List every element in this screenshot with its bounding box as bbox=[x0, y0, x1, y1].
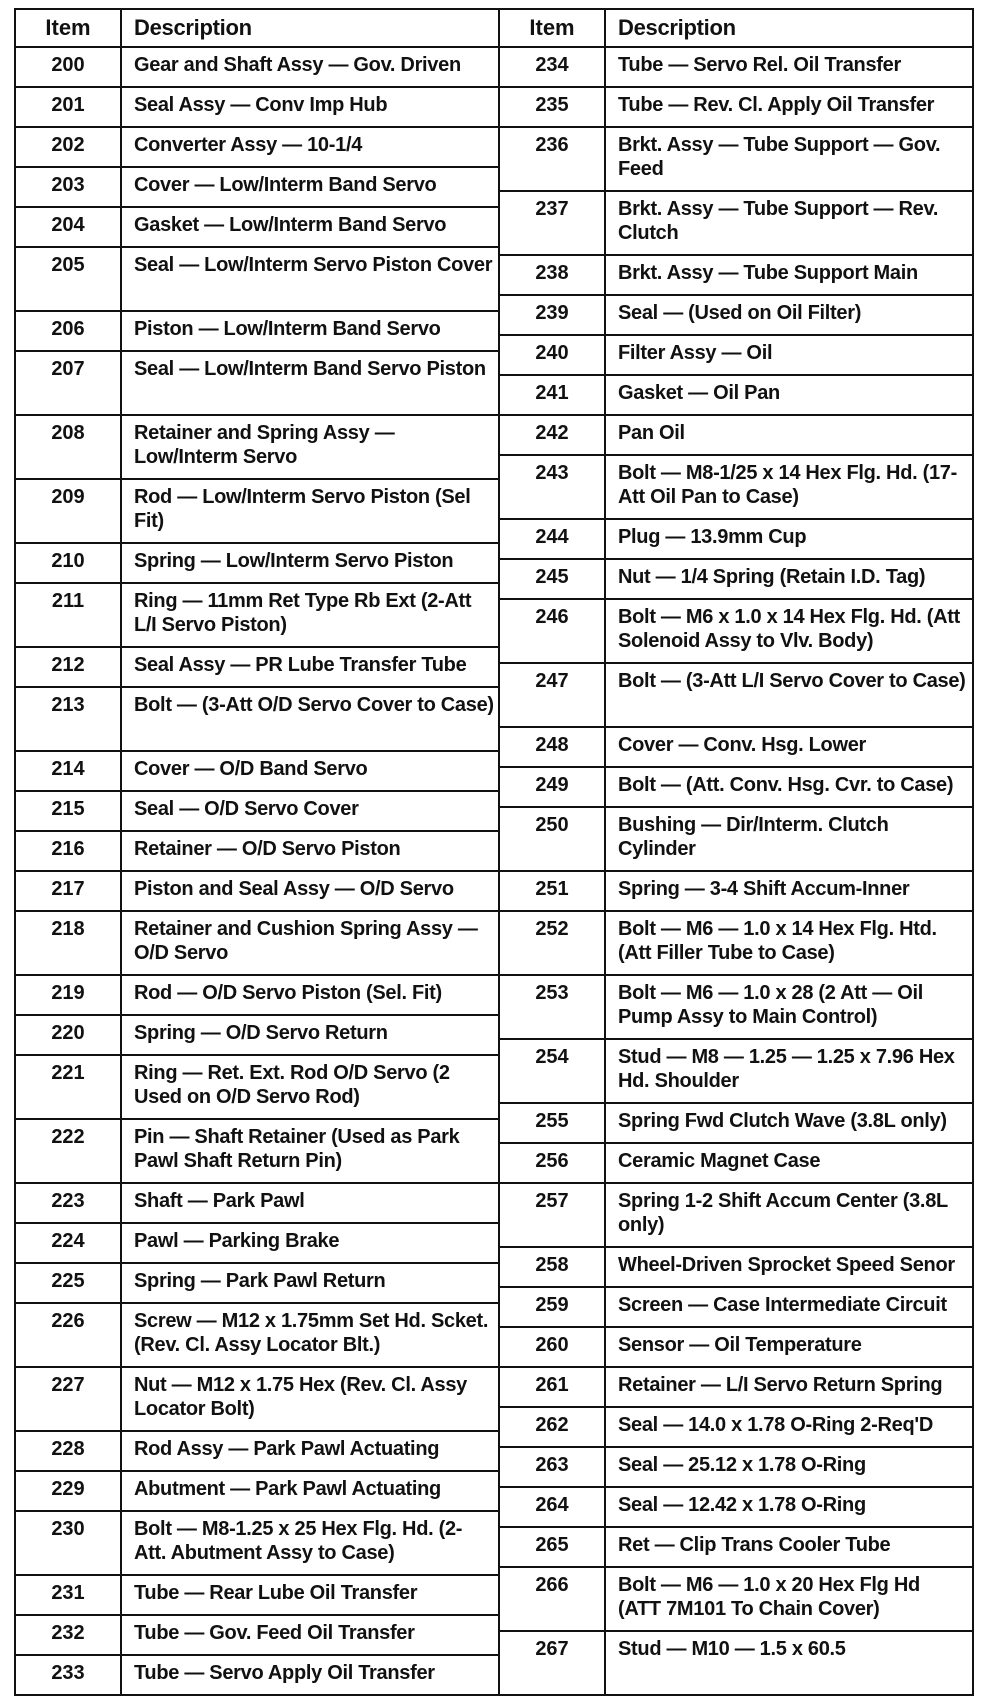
item-number: 233 bbox=[16, 1656, 122, 1694]
item-description: Spring 1-2 Shift Accum Center (3.8L only) bbox=[618, 1190, 948, 1236]
item-description: Pan Oil bbox=[618, 422, 685, 444]
item-description: Seal — Low/Interm Servo Piston Cover bbox=[134, 254, 493, 276]
item-number: 258 bbox=[500, 1248, 606, 1286]
item-number: 238 bbox=[500, 256, 606, 294]
item-number: 205 bbox=[16, 248, 122, 310]
table-row bbox=[16, 544, 500, 584]
table-row bbox=[500, 1568, 972, 1632]
table-row bbox=[500, 520, 972, 560]
table-row bbox=[16, 584, 500, 648]
table-row bbox=[500, 912, 972, 976]
item-description: Piston and Seal Assy — O/D Servo bbox=[134, 878, 454, 900]
item-description: Screen — Case Intermediate Circuit bbox=[618, 1294, 947, 1316]
item-description: Seal — (Used on Oil Filter) bbox=[618, 302, 862, 324]
item-number: 242 bbox=[500, 416, 606, 454]
table-row bbox=[500, 768, 972, 808]
item-description: Ring — 11mm Ret Type Rb Ext (2-Att L/I Servo Piston) bbox=[134, 590, 472, 636]
table-row bbox=[16, 912, 500, 976]
item-number: 262 bbox=[500, 1408, 606, 1446]
table-row bbox=[16, 1368, 500, 1432]
item-description: Brkt. Assy — Tube Support — Gov. Feed bbox=[618, 134, 941, 180]
item-description: Piston — Low/Interm Band Servo bbox=[134, 318, 441, 340]
item-number: 249 bbox=[500, 768, 606, 806]
table-row bbox=[500, 1040, 972, 1104]
table-row bbox=[500, 336, 972, 376]
item-number: 245 bbox=[500, 560, 606, 598]
item-description: Gear and Shaft Assy — Gov. Driven bbox=[134, 54, 461, 76]
table-row bbox=[500, 600, 972, 664]
table-row bbox=[16, 1224, 500, 1264]
table-row bbox=[500, 560, 972, 600]
item-description: Filter Assy — Oil bbox=[618, 342, 773, 364]
table-row bbox=[16, 1512, 500, 1576]
item-number: 208 bbox=[16, 416, 122, 478]
item-number: 234 bbox=[500, 48, 606, 86]
parts-table-left bbox=[14, 8, 502, 1696]
item-number: 247 bbox=[500, 664, 606, 726]
item-number: 261 bbox=[500, 1368, 606, 1406]
table-row bbox=[500, 1144, 972, 1184]
item-description: Converter Assy — 10-1/4 bbox=[134, 134, 363, 156]
table-row bbox=[16, 832, 500, 872]
item-description: Gasket — Oil Pan bbox=[618, 382, 780, 404]
item-number: 225 bbox=[16, 1264, 122, 1302]
item-description: Wheel-Driven Sprocket Speed Senor bbox=[618, 1254, 955, 1276]
item-number: 240 bbox=[500, 336, 606, 374]
table-row bbox=[500, 1528, 972, 1568]
item-number: 251 bbox=[500, 872, 606, 910]
item-number: 266 bbox=[500, 1568, 606, 1630]
item-number: 263 bbox=[500, 1448, 606, 1486]
table-row bbox=[16, 1184, 500, 1224]
item-number: 237 bbox=[500, 192, 606, 254]
table-row bbox=[16, 208, 500, 248]
table-row bbox=[500, 128, 972, 192]
table-row bbox=[16, 88, 500, 128]
item-description: Bolt — M6 — 1.0 x 20 Hex Flg Hd (ATT 7M101 To Chain Cover) bbox=[618, 1574, 920, 1620]
item-description: Stud — M8 — 1.25 — 1.25 x 7.96 Hex Hd. Shoulder bbox=[618, 1046, 955, 1092]
item-description: Brkt. Assy — Tube Support — Rev. Clutch bbox=[618, 198, 939, 244]
item-number: 230 bbox=[16, 1512, 122, 1574]
item-description: Tube — Servo Rel. Oil Transfer bbox=[618, 54, 901, 76]
item-number: 236 bbox=[500, 128, 606, 190]
item-description: Seal — 14.0 x 1.78 O-Ring 2-Req'D bbox=[618, 1414, 933, 1436]
item-number: 223 bbox=[16, 1184, 122, 1222]
item-number: 224 bbox=[16, 1224, 122, 1262]
table-row bbox=[16, 688, 500, 752]
item-number: 239 bbox=[500, 296, 606, 334]
item-description: Bolt — M8-1.25 x 25 Hex Flg. Hd. (2-Att. Abutment Assy to Case) bbox=[134, 1518, 463, 1564]
item-number: 255 bbox=[500, 1104, 606, 1142]
item-number: 210 bbox=[16, 544, 122, 582]
table-row bbox=[16, 1432, 500, 1472]
table-row bbox=[500, 1184, 972, 1248]
item-description: Tube — Servo Apply Oil Transfer bbox=[134, 1662, 435, 1684]
item-number: 211 bbox=[16, 584, 122, 646]
table-row bbox=[500, 1448, 972, 1488]
table-row bbox=[16, 1056, 500, 1120]
item-number: 220 bbox=[16, 1016, 122, 1054]
item-description: Cover — Low/Interm Band Servo bbox=[134, 174, 437, 196]
item-number: 214 bbox=[16, 752, 122, 790]
table-row bbox=[16, 752, 500, 792]
table-row bbox=[500, 1488, 972, 1528]
item-description: Spring — Park Pawl Return bbox=[134, 1270, 386, 1292]
item-description: Abutment — Park Pawl Actuating bbox=[134, 1478, 441, 1500]
item-description: Bushing — Dir/Interm. Clutch Cylinder bbox=[618, 814, 889, 860]
item-description: Retainer — O/D Servo Piston bbox=[134, 838, 401, 860]
item-description: Cover — O/D Band Servo bbox=[134, 758, 368, 780]
item-description: Seal — Low/Interm Band Servo Piston bbox=[134, 358, 486, 380]
item-description: Retainer — L/I Servo Return Spring bbox=[618, 1374, 943, 1396]
table-row bbox=[16, 872, 500, 912]
item-number: 213 bbox=[16, 688, 122, 750]
item-column-header: Item bbox=[500, 10, 606, 46]
item-description: Pin — Shaft Retainer (Used as Park Pawl Shaft Return Pin) bbox=[134, 1126, 460, 1172]
item-number: 203 bbox=[16, 168, 122, 206]
item-number: 218 bbox=[16, 912, 122, 974]
table-row bbox=[500, 376, 972, 416]
item-number: 206 bbox=[16, 312, 122, 350]
table-row bbox=[500, 1328, 972, 1368]
item-number: 246 bbox=[500, 600, 606, 662]
table-row bbox=[16, 1120, 500, 1184]
table-row bbox=[16, 352, 500, 416]
item-description: Retainer and Spring Assy — Low/Interm Servo bbox=[134, 422, 395, 468]
item-number: 264 bbox=[500, 1488, 606, 1526]
item-description: Bolt — M6 — 1.0 x 28 (2 Att — Oil Pump Assy to Main Control) bbox=[618, 982, 923, 1028]
table-row bbox=[500, 1408, 972, 1448]
table-row bbox=[500, 664, 972, 728]
item-description: Plug — 13.9mm Cup bbox=[618, 526, 807, 548]
item-description: Pawl — Parking Brake bbox=[134, 1230, 340, 1252]
item-number: 243 bbox=[500, 456, 606, 518]
table-row bbox=[16, 792, 500, 832]
table-row bbox=[500, 1288, 972, 1328]
table-row bbox=[16, 480, 500, 544]
item-description: Bolt — (Att. Conv. Hsg. Cvr. to Case) bbox=[618, 774, 954, 796]
item-number: 200 bbox=[16, 48, 122, 86]
item-number: 204 bbox=[16, 208, 122, 246]
item-number: 219 bbox=[16, 976, 122, 1014]
item-description: Ret — Clip Trans Cooler Tube bbox=[618, 1534, 891, 1556]
table-row bbox=[500, 1248, 972, 1288]
item-description: Bolt — M8-1/25 x 14 Hex Flg. Hd. (17-Att Oil Pan to Case) bbox=[618, 462, 957, 508]
item-description: Seal Assy — PR Lube Transfer Tube bbox=[134, 654, 467, 676]
table-row bbox=[500, 88, 972, 128]
item-number: 216 bbox=[16, 832, 122, 870]
item-number: 253 bbox=[500, 976, 606, 1038]
table-row bbox=[500, 872, 972, 912]
item-description: Sensor — Oil Temperature bbox=[618, 1334, 862, 1356]
item-description: Nut — 1/4 Spring (Retain I.D. Tag) bbox=[618, 566, 926, 588]
item-description: Screw — M12 x 1.75mm Set Hd. Scket. (Rev. Cl. Assy Locator Blt.) bbox=[134, 1310, 489, 1356]
item-number: 202 bbox=[16, 128, 122, 166]
parts-table-right bbox=[498, 8, 974, 1696]
item-number: 252 bbox=[500, 912, 606, 974]
item-number: 256 bbox=[500, 1144, 606, 1182]
table-row bbox=[500, 808, 972, 872]
item-number: 226 bbox=[16, 1304, 122, 1366]
item-description: Bolt — M6 x 1.0 x 14 Hex Flg. Hd. (Att Solenoid Assy to Vlv. Body) bbox=[618, 606, 960, 652]
item-description: Tube — Rear Lube Oil Transfer bbox=[134, 1582, 418, 1604]
table-row bbox=[500, 1368, 972, 1408]
item-description: Gasket — Low/Interm Band Servo bbox=[134, 214, 447, 236]
item-description: Ring — Ret. Ext. Rod O/D Servo (2 Used on O/D Servo Rod) bbox=[134, 1062, 450, 1108]
item-number: 231 bbox=[16, 1576, 122, 1614]
table-row bbox=[16, 648, 500, 688]
table-row bbox=[16, 1264, 500, 1304]
item-number: 265 bbox=[500, 1528, 606, 1566]
table-row bbox=[16, 1016, 500, 1056]
item-description: Bolt — M6 — 1.0 x 14 Hex Flg. Htd. (Att Filler Tube to Case) bbox=[618, 918, 937, 964]
item-number: 235 bbox=[500, 88, 606, 126]
item-description: Tube — Gov. Feed Oil Transfer bbox=[134, 1622, 415, 1644]
item-number: 257 bbox=[500, 1184, 606, 1246]
item-description: Shaft — Park Pawl bbox=[134, 1190, 305, 1212]
table-row bbox=[500, 256, 972, 296]
item-description: Ceramic Magnet Case bbox=[618, 1150, 821, 1172]
table-body-right bbox=[500, 48, 972, 1694]
item-description: Brkt. Assy — Tube Support Main bbox=[618, 262, 918, 284]
table-row bbox=[16, 1576, 500, 1616]
table-row bbox=[16, 1304, 500, 1368]
item-number: 227 bbox=[16, 1368, 122, 1430]
item-number: 267 bbox=[500, 1632, 606, 1694]
description-column-header: Description bbox=[134, 15, 252, 40]
item-number: 260 bbox=[500, 1328, 606, 1366]
item-description: Seal — 12.42 x 1.78 O-Ring bbox=[618, 1494, 866, 1516]
item-number: 232 bbox=[16, 1616, 122, 1654]
table-row bbox=[500, 1104, 972, 1144]
item-number: 215 bbox=[16, 792, 122, 830]
item-column-header: Item bbox=[16, 10, 122, 46]
item-description: Bolt — (3-Att L/I Servo Cover to Case) bbox=[618, 670, 966, 692]
item-description: Spring — 3-4 Shift Accum-Inner bbox=[618, 878, 910, 900]
item-description: Seal — 25.12 x 1.78 O-Ring bbox=[618, 1454, 866, 1476]
item-description: Spring — O/D Servo Return bbox=[134, 1022, 388, 1044]
table-row bbox=[16, 168, 500, 208]
item-number: 209 bbox=[16, 480, 122, 542]
item-number: 221 bbox=[16, 1056, 122, 1118]
table-row bbox=[16, 1656, 500, 1694]
item-number: 244 bbox=[500, 520, 606, 558]
item-number: 228 bbox=[16, 1432, 122, 1470]
item-description: Seal — O/D Servo Cover bbox=[134, 798, 359, 820]
table-row bbox=[16, 1472, 500, 1512]
table-header bbox=[500, 10, 972, 48]
description-column-header: Description bbox=[618, 15, 736, 40]
table-header bbox=[16, 10, 500, 48]
item-description: Spring Fwd Clutch Wave (3.8L only) bbox=[618, 1110, 947, 1132]
table-row bbox=[500, 456, 972, 520]
item-description: Nut — M12 x 1.75 Hex (Rev. Cl. Assy Locator Bolt) bbox=[134, 1374, 467, 1420]
table-row bbox=[500, 192, 972, 256]
item-number: 222 bbox=[16, 1120, 122, 1182]
item-number: 259 bbox=[500, 1288, 606, 1326]
item-description: Rod Assy — Park Pawl Actuating bbox=[134, 1438, 440, 1460]
table-row bbox=[16, 312, 500, 352]
table-row bbox=[16, 128, 500, 168]
item-number: 207 bbox=[16, 352, 122, 414]
item-description: Cover — Conv. Hsg. Lower bbox=[618, 734, 867, 756]
item-description: Spring — Low/Interm Servo Piston bbox=[134, 550, 454, 572]
table-row bbox=[500, 48, 972, 88]
table-row bbox=[500, 416, 972, 456]
table-body-left bbox=[16, 48, 500, 1694]
table-row bbox=[500, 728, 972, 768]
item-number: 201 bbox=[16, 88, 122, 126]
item-number: 250 bbox=[500, 808, 606, 870]
table-row bbox=[16, 1616, 500, 1656]
table-row bbox=[500, 976, 972, 1040]
item-description: Retainer and Cushion Spring Assy — O/D Servo bbox=[134, 918, 478, 964]
item-number: 248 bbox=[500, 728, 606, 766]
table-row bbox=[16, 48, 500, 88]
item-description: Rod — Low/Interm Servo Piston (Sel Fit) bbox=[134, 486, 471, 532]
item-description: Bolt — (3-Att O/D Servo Cover to Case) bbox=[134, 694, 494, 716]
item-number: 254 bbox=[500, 1040, 606, 1102]
table-row bbox=[16, 416, 500, 480]
item-number: 217 bbox=[16, 872, 122, 910]
item-description: Tube — Rev. Cl. Apply Oil Transfer bbox=[618, 94, 935, 116]
table-row bbox=[16, 248, 500, 312]
table-row bbox=[500, 1632, 972, 1694]
table-row bbox=[500, 296, 972, 336]
item-number: 212 bbox=[16, 648, 122, 686]
table-row bbox=[16, 976, 500, 1016]
item-description: Rod — O/D Servo Piston (Sel. Fit) bbox=[134, 982, 442, 1004]
item-description: Seal Assy — Conv Imp Hub bbox=[134, 94, 388, 116]
item-description: Stud — M10 — 1.5 x 60.5 bbox=[618, 1638, 846, 1660]
item-number: 241 bbox=[500, 376, 606, 414]
item-number: 229 bbox=[16, 1472, 122, 1510]
